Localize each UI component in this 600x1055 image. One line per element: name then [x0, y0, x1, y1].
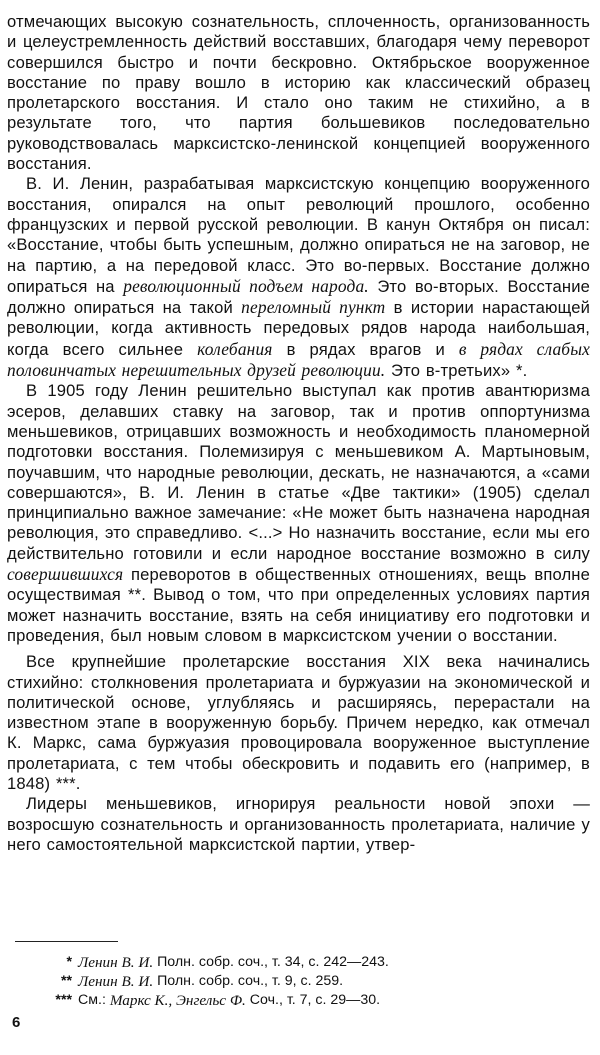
italic-emphasis: революционный подъем народа.	[123, 275, 369, 296]
footnote-mark: ***	[55, 992, 72, 1008]
text-run: в истории нарастающей революции, когда активность передовых рядов народа наибольшая, когда всего сильнее	[7, 298, 590, 359]
paragraph-2	[7, 174, 590, 381]
footnote-source: Полн. собр. соч., т. 9, с. 259.	[153, 973, 344, 989]
text-run: Все крупнейшие пролетарские восстания XIX века начинались стихийно: столкновения пролетариата и буржуазии на экономической и политической основе, углубляясь и расширяясь, перерастали на известном этапе в вооруженную борьбу. Причем нередко, как отмечал К. Маркс, сама буржуазия провоцировала вооруженное выступление пролетариата, с тем чтобы обескровить и подавить его (например, в 1848) ***.	[7, 652, 590, 793]
text-run: переворотов в общественных отношениях, вещь вполне осуществимая **. Вывод о том, что при определенных условиях партия может назначить восстание, взять на себя инициативу его подготовки и проведения, был новым словом в марксистском учении о восстании.	[7, 565, 590, 645]
text-run: В 1905 году Ленин решительно выступал как против авантюризма эсеров, делавших ставку на заговор, так и против оппортунизма меньшевиков, отрицавших возможность и необходимость планомерной подготовки восстания. Полемизируя с меньшевиком А. Мартыновым, поучавшим, что народные революции, дескать, не назначаются, а «сами совершаются», В. И. Ленин в статье «Две тактики» (1905) сделал принципиально важное замечание: «Не может быть назначена народная революция, это справедливо. <...> Но назначить восстание, если мы его действительно готовили и если народное восстание возможно в силу	[7, 381, 590, 563]
text-run: Это в-третьих» *.	[385, 361, 528, 381]
footnote-prefix: См.:	[78, 992, 110, 1008]
footnote-author: Ленин В. И.	[78, 973, 154, 990]
footnote-divider	[15, 941, 118, 942]
paragraph-4	[7, 652, 590, 794]
text-run: Это во-вторых. Восстание должно опираться на такой	[7, 276, 590, 318]
footnote-mark: **	[60, 973, 72, 989]
footnote-author: Ленин В. И.	[78, 954, 154, 971]
text-run: Лидеры меньшевиков, игнорируя реальности новой эпохи — возросшую сознательность и организованность пролетариата, наличие у него самостоятельной марксистской партии, утвер-	[7, 794, 590, 854]
paragraph-1	[7, 12, 590, 174]
footnote-source: Соч., т. 7, с. 29—30.	[245, 992, 381, 1008]
page-number: 6	[12, 1014, 21, 1031]
text-run: отмечающих высокую сознательность, сплоченность, организованность и целеустремленность действий восставших, благодаря чему переворот совершился быстро и почти бескровно. Октябрьское вооруженное восстание по праву вошло в историю как классический образец пролетарского восстания. И стало оно таким не стихийно, а в результате того, что партия большевиков последовательно руководствовалась марксистско-ленинской концепцией вооруженного восстания.	[7, 12, 590, 174]
footnote-2	[40, 972, 580, 991]
footnote-author: Маркс К., Энгельс Ф.	[109, 992, 246, 1009]
italic-emphasis: переломный пункт	[241, 297, 386, 318]
italic-emphasis: в рядах слабых половинчатых нерешительных друзей революции.	[7, 338, 590, 381]
text-run: В. И. Ленин, разрабатывая марксистскую концепцию вооруженного восстания, опирался на опыт революций прошлого, особенно французских и первой русской революции. В канун Октября он писал: «Восстание, чтобы быть успешным, должно опираться не на заговор, не на партию, а на передовой класс. Это во-первых. Восстание должно опираться на	[7, 174, 590, 296]
footnotes	[40, 953, 580, 1010]
italic-emphasis: совершившихся	[7, 564, 124, 585]
document-page	[7, 12, 590, 855]
footnote-source: Полн. собр. соч., т. 34, с. 242—243.	[153, 954, 389, 970]
text-run: в рядах врагов и	[272, 339, 459, 359]
italic-emphasis: колебания	[197, 338, 273, 359]
footnote-1	[40, 953, 580, 972]
footnote-mark: *	[66, 954, 72, 970]
paragraph-5	[7, 794, 590, 855]
paragraph-3	[7, 381, 590, 646]
footnote-3	[40, 991, 580, 1010]
